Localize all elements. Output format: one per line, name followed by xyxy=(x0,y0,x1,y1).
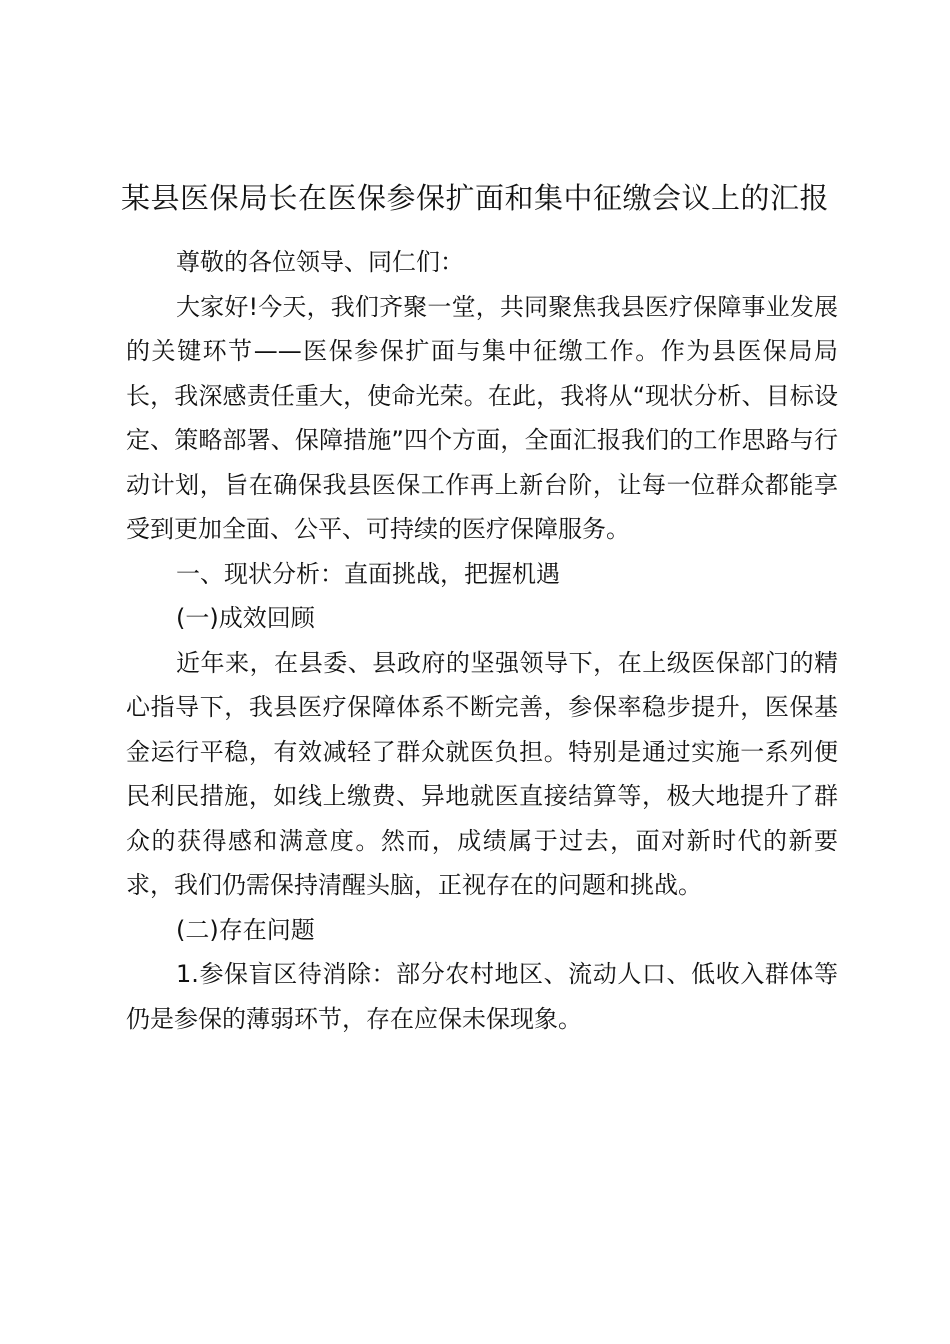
document-title: 某县医保局长在医保参保扩面和集中征缴会议上的汇报 xyxy=(120,181,829,215)
salutation-paragraph: 尊敬的各位领导、同仁们： xyxy=(176,248,464,276)
opening-paragraph: 大家好!今天，我们齐聚一堂，共同聚焦我县医疗保障事业发展的关键环节——医保参保扩面与集中征缴工作。作为县医保局局长，我深感责任重大，使命光荣。在此，我将从“现状分析、目标设定、策略部署、保障措施”四个方面，全面汇报我们的工作思路与行动计划，旨在确保我县医保工作再上新台阶，让每一位群众都能享受到更加全面、公平、可持续的医疗保障服务。 xyxy=(126,292,838,543)
subsection-heading-problems: (二)存在问题 xyxy=(176,915,315,944)
achievements-paragraph: 近年来，在县委、县政府的坚强领导下，在上级医保部门的精心指导下，我县医疗保障体系不断完善，参保率稳步提升，医保基金运行平稳，有效减轻了群众就医负担。特别是通过实施一系列便民利民措施，如线上缴费、异地就医直接结算等，极大地提升了群众的获得感和满意度。然而，成绩属于过去，面对新时代的新要求，我们仍需保持清醒头脑，正视存在的问题和挑战。 xyxy=(126,648,838,899)
subsection-heading-achievements: (一)成效回顾 xyxy=(176,604,315,632)
section-heading-status-analysis: 一、现状分析：直面挑战，把握机遇 xyxy=(176,559,560,588)
problem-item-1: 1.参保盲区待消除：部分农村地区、流动人口、低收入群体等仍是参保的薄弱环节，存在应保未保现象。 xyxy=(126,960,838,1033)
document-body xyxy=(126,240,838,1041)
